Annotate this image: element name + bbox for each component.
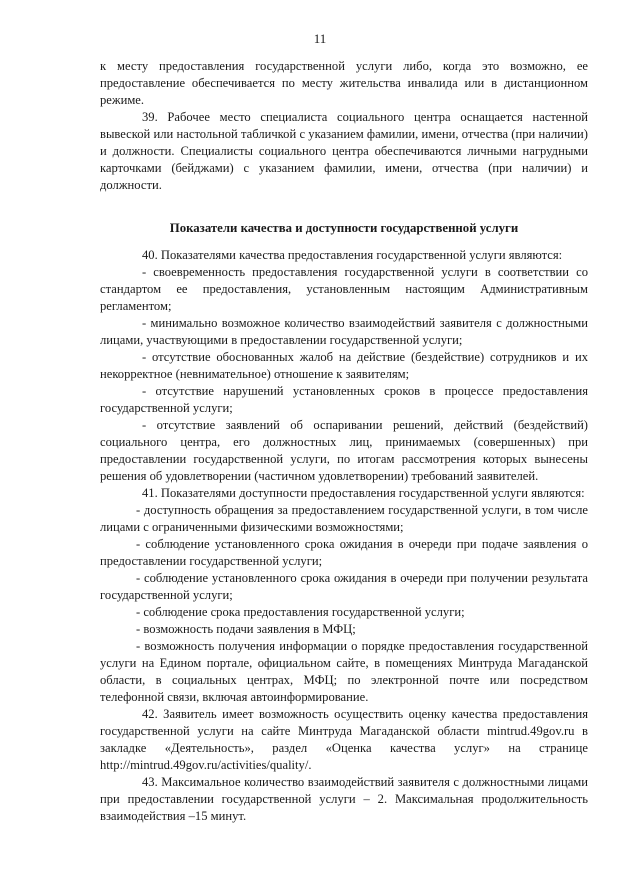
paragraph-41-item-6: - возможность получения информации о порядке предоставления государственной услуги на Едином портале, официальном сайте, в помещениях Минтруда Магаданской области, в социальных центрах, МФЦ; по электронной почте или посредством телефонной связи, включая автоинформирование.: [100, 639, 588, 704]
paragraph-41-item-4: - соблюдение срока предоставления государственной услуги;: [136, 605, 465, 619]
paragraph-41-item-5: - возможность подачи заявления в МФЦ;: [136, 622, 356, 636]
paragraph-41: 41. Показателями доступности предоставления государственной услуги являются:: [142, 486, 585, 500]
paragraph-40-item-1: - своевременность предоставления государственной услуги в соответствии со стандартом ее предоставления, установленным настоящим Административным регламентом;: [100, 265, 588, 313]
paragraph-40: 40. Показателями качества предоставления государственной услуги являются:: [142, 248, 563, 262]
paragraph-41-item-2: - соблюдение установленного срока ожидания в очереди при подаче заявления о предоставлении государственной услуги;: [100, 537, 588, 568]
paragraph-40-item-5: - отсутствие заявлений об оспаривании решений, действий (бездействий) социального центра, его должностных лиц, принимаемых (совершенных) при предоставлении государственной услуги, по итогам рассмотрения которых вынесены решения об удовлетворении (частичном удовлетворении) требований заявителей.: [100, 418, 588, 483]
paragraph-continuation: к месту предоставления государственной услуги либо, когда это возможно, ее предоставление обеспечивается по месту жительства инвалида или в дистанционном режиме.: [100, 59, 588, 107]
paragraph-39: 39. Рабочее место специалиста социального центра оснащается настенной вывеской или настольной табличкой с указанием фамилии, имени, отчества (при наличии) и должности. Специалисты социального центра обеспечиваются личными нагрудными карточками (бейджами) с указанием фамилии, имени, отчества (при наличии) и должности.: [100, 110, 588, 192]
paragraph-40-item-2: - минимально возможное количество взаимодействий заявителя с должностными лицами, участвующими в предоставлении государственной услуги;: [100, 316, 588, 347]
paragraph-40-item-3: - отсутствие обоснованных жалоб на действие (бездействие) сотрудников и их некорректное (невнимательное) отношение к заявителям;: [100, 350, 588, 381]
paragraph-43: 43. Максимальное количество взаимодействий заявителя с должностными лицами при предоставлении государственной услуги – 2. Максимальная продолжительность взаимодействия –15 минут.: [100, 775, 588, 823]
paragraph-41-item-1: - доступность обращения за предоставлением государственной услуги, в том числе лицами с ограниченными физическими возможностями;: [100, 503, 588, 534]
paragraph-41-item-3: - соблюдение установленного срока ожидания в очереди при получении результата государственной услуги;: [100, 571, 588, 602]
paragraph-40-item-4: - отсутствие нарушений установленных сроков в процессе предоставления государственной услуги;: [100, 384, 588, 415]
document-body: [100, 58, 588, 825]
paragraph-42: 42. Заявитель имеет возможность осуществить оценку качества предоставления государственной услуги на сайте Минтруда Магаданской области mintrud.49gov.ru в закладке «Деятельность», раздел «Оценка качества услуг» на странице http://mintrud.49gov.ru/activities/quality/.: [100, 707, 588, 772]
page-number: 11: [313, 31, 327, 46]
section-heading: Показатели качества и доступности государственной услуги: [169, 221, 519, 235]
